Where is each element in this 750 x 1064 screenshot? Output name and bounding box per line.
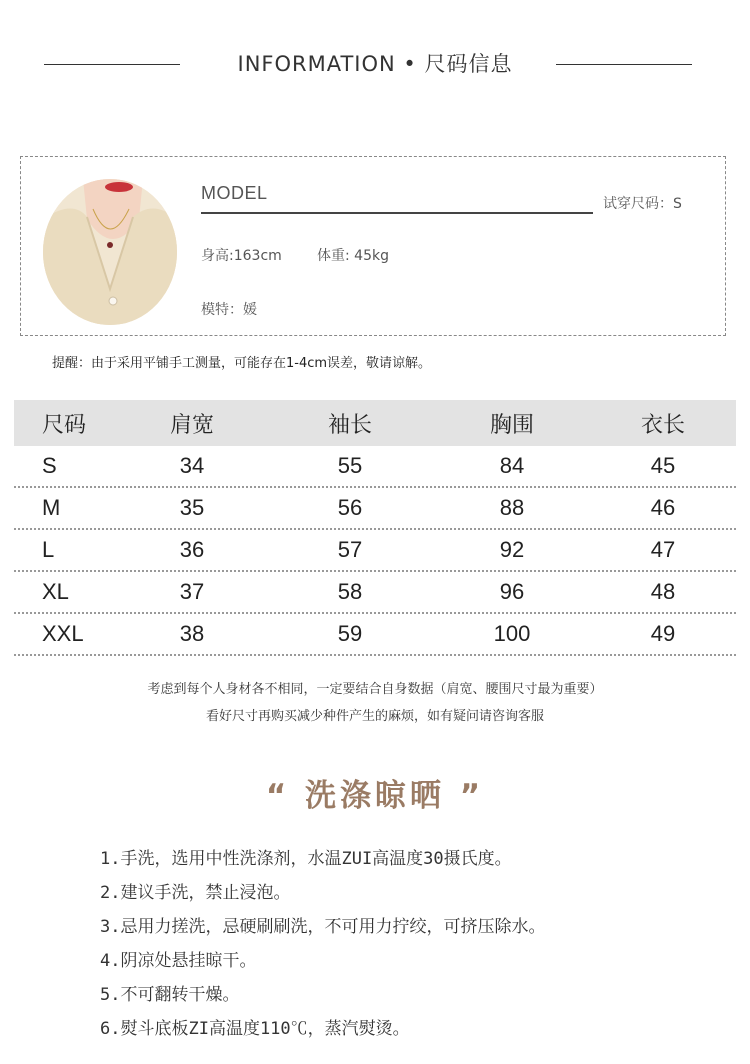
table-cell: 36	[179, 537, 205, 562]
table-header-row	[14, 400, 736, 446]
table-cell: L	[42, 537, 55, 562]
model-name: 模特：媛	[201, 302, 257, 318]
model-label: MODEL	[201, 183, 268, 203]
washing-item: 5.不可翻转干燥。	[100, 985, 240, 1005]
size-table	[14, 400, 736, 656]
table-header-cell: 肩宽	[169, 411, 214, 437]
table-cell: 45	[650, 453, 676, 478]
model-weight: 体重: 45kg	[317, 248, 389, 264]
header-left-rule	[44, 64, 180, 65]
table-row	[14, 446, 736, 488]
size-note-line-1: 考虑到每个人身材各不相同，一定要结合自身数据（肩宽、腰围尺寸最为重要）	[147, 682, 603, 697]
table-cell: 84	[499, 453, 525, 478]
table-cell: 48	[650, 579, 676, 604]
washing-item: 1.手洗，选用中性洗涤剂，水温ZUI高温度30摄氏度。	[100, 849, 512, 869]
table-header-cell: 衣长	[640, 411, 685, 437]
washing-item: 2.建议手洗，禁止浸泡。	[100, 883, 291, 903]
size-note-line-2: 看好尺寸再购买减少种件产生的麻烦，如有疑问请咨询客服	[205, 709, 544, 724]
table-cell: 46	[650, 495, 676, 520]
table-row	[14, 530, 736, 572]
table-row	[14, 488, 736, 530]
model-avatar	[43, 179, 177, 325]
model-card	[20, 156, 726, 336]
header-right-rule	[556, 64, 692, 65]
table-cell: 59	[337, 621, 363, 646]
table-cell: 49	[650, 621, 676, 646]
table-cell: 55	[337, 453, 363, 478]
table-cell: XXL	[42, 621, 84, 646]
table-cell: XL	[42, 579, 69, 604]
washing-item: 4.阴凉处悬挂晾干。	[100, 951, 257, 971]
table-header-cell: 袖长	[327, 411, 372, 437]
try-size: 试穿尺码：S	[603, 196, 682, 212]
table-row	[14, 614, 736, 656]
table-row	[14, 572, 736, 614]
table-cell: 58	[337, 579, 363, 604]
table-cell: 57	[337, 537, 363, 562]
model-height: 身高:163cm	[201, 248, 282, 264]
table-cell: 88	[499, 495, 525, 520]
washing-title: “ 洗涤晾晒 ”	[265, 778, 485, 814]
washing-item: 3.忌用力搓洗，忌硬刷刷洗，不可用力拧绞，可挤压除水。	[100, 917, 546, 937]
table-cell: 96	[499, 579, 525, 604]
table-cell: 34	[179, 453, 205, 478]
washing-item: 6.熨斗底板ZI高温度110℃，蒸汽熨烫。	[100, 1019, 410, 1039]
table-cell: 92	[499, 537, 525, 562]
measurement-notice: 提醒：由于采用平铺手工测量，可能存在1-4cm误差，敬请谅解。	[52, 356, 432, 371]
table-cell: 100	[493, 621, 531, 646]
table-header-cell: 尺码	[42, 411, 87, 437]
table-cell: 56	[337, 495, 363, 520]
page-title: INFORMATION • 尺码信息	[237, 52, 513, 76]
table-cell: M	[42, 495, 61, 520]
table-cell: S	[42, 453, 57, 478]
table-cell: 47	[650, 537, 676, 562]
table-cell: 37	[179, 579, 205, 604]
model-divider	[201, 212, 593, 214]
table-header-cell: 胸围	[489, 411, 534, 437]
table-cell: 35	[179, 495, 205, 520]
table-cell: 38	[179, 621, 205, 646]
model-photo-icon	[43, 179, 177, 325]
